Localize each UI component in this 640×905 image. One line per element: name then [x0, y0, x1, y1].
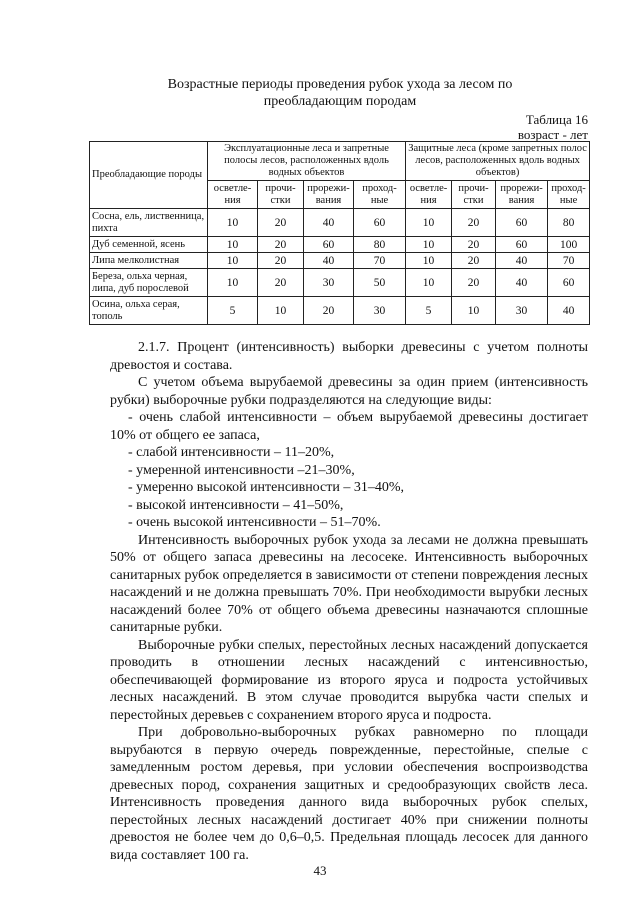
age-periods-table [89, 141, 590, 325]
species-cell: Береза, ольха черная, липа, дуб порослевой [90, 269, 208, 297]
list-item-high: - высокой интенсивности – 41–50%, [128, 497, 344, 513]
paragraph-voluntary-selective: При добровольно-выборочных рубках равномерно по площади вырубаются в первую очередь поврежденные, перестойные, спелые с замедленным ростом деревья, при условии обеспечения воспроизводства древесных пород, сохранения защитных и средообразующих свойств леса. Интенсивность проведения данного вида выборочных рубок спелых, перестойных лесных насаждений достигает 40% при снижении полноты древостоя не более чем до 0,6–0,5. Предельная площадь лесосек для данного вида составляет 100 га. [110, 725, 588, 863]
species-cell: Сосна, ель, лиственница, пихта [90, 209, 208, 237]
value-cell: 60 [304, 237, 354, 253]
value-cell: 40 [304, 253, 354, 269]
value-cell: 30 [354, 297, 406, 325]
species-header: Преобладающие породы [90, 142, 208, 209]
group1-header: Эксплуатационные леса и запретные полосы лесов, расположенных вдоль водных объектов [208, 142, 406, 181]
value-cell: 10 [406, 269, 452, 297]
value-cell: 40 [496, 269, 548, 297]
table-unit: возраст - лет [517, 127, 588, 142]
value-cell: 10 [208, 253, 258, 269]
value-cell: 60 [548, 269, 590, 297]
list-item-very-weak: - очень слабой интенсивности – объем вырубаемой древесины достигает 10% от общего ее запаса, [110, 410, 588, 443]
value-cell: 10 [406, 237, 452, 253]
table-title-line-2: преобладающим породам [263, 94, 417, 109]
subheader-g1-cleaning: прочи-стки [258, 181, 304, 209]
table-row [90, 253, 590, 269]
table-row [90, 209, 590, 237]
value-cell: 5 [208, 297, 258, 325]
value-cell: 100 [548, 237, 590, 253]
subheader-g1-passage: проход-ные [354, 181, 406, 209]
value-cell: 20 [258, 253, 304, 269]
value-cell: 20 [258, 237, 304, 253]
value-cell: 20 [452, 237, 496, 253]
value-cell: 80 [354, 237, 406, 253]
group2-header: Защитные леса (кроме запретных полос лесов, расположенных вдоль водных объектов) [406, 142, 590, 181]
value-cell: 20 [452, 209, 496, 237]
table-row [90, 269, 590, 297]
value-cell: 60 [354, 209, 406, 237]
value-cell: 10 [406, 209, 452, 237]
table-row [90, 297, 590, 325]
value-cell: 60 [496, 237, 548, 253]
value-cell: 10 [258, 297, 304, 325]
paragraph-intensity-intro: С учетом объема вырубаемой древесины за один прием (интенсивность рубки) выборочные рубки подразделяются на следующие виды: [110, 375, 588, 408]
value-cell: 40 [496, 253, 548, 269]
subheader-g1-thinning-1: осветле-ния [208, 181, 258, 209]
page-number: 43 [313, 863, 327, 878]
species-cell: Осина, ольха серая, тополь [90, 297, 208, 325]
list-item-moderately-high: - умеренно высокой интенсивности – 31–40%, [128, 480, 405, 495]
value-cell: 20 [452, 253, 496, 269]
subheader-g2-thinning-1: осветле-ния [406, 181, 452, 209]
value-cell: 50 [354, 269, 406, 297]
subheader-g2-cleaning: прочи-стки [452, 181, 496, 209]
table-title [120, 76, 560, 110]
value-cell: 10 [406, 253, 452, 269]
subheader-g1-thinning-2: прорежи-вания [304, 181, 354, 209]
value-cell: 30 [496, 297, 548, 325]
species-cell: Дуб семенной, ясень [90, 237, 208, 253]
value-cell: 10 [208, 209, 258, 237]
species-cell: Липа мелколистная [90, 253, 208, 269]
value-cell: 80 [548, 209, 590, 237]
table-number: Таблица 16 [525, 112, 588, 127]
list-item-moderate: - умеренной интенсивности –21–30%, [128, 462, 355, 478]
value-cell: 5 [406, 297, 452, 325]
list-item-weak: - слабой интенсивности – 11–20%, [128, 445, 335, 460]
table-title-line-1: Возрастные периоды проведения рубок ухода за лесом по [167, 77, 513, 92]
value-cell: 60 [496, 209, 548, 237]
list-item-very-high: - очень высокой интенсивности – 51–70%. [128, 515, 381, 530]
table-row [90, 237, 590, 253]
subheader-g2-passage: проход-ные [548, 181, 590, 209]
value-cell: 20 [258, 269, 304, 297]
paragraph-limits: Интенсивность выборочных рубок ухода за лесами не должна превышать 50% от общего запаса древесины на лесосеке. Интенсивность выборочных санитарных рубок определяется в зависимости от степени повреждения лесных насаждений и не должна превышать 70%. При необходимости вырубки лесных насаждений более 70% от общего объема древесины назначаются сплошные санитарные рубки. [110, 532, 588, 635]
value-cell: 40 [548, 297, 590, 325]
value-cell: 10 [208, 269, 258, 297]
value-cell: 30 [304, 269, 354, 297]
value-cell: 10 [208, 237, 258, 253]
value-cell: 40 [304, 209, 354, 237]
value-cell: 20 [304, 297, 354, 325]
paragraph-mature-stands: Выборочные рубки спелых, перестойных лесных насаждений допускается проводить в отношении лесных насаждений с интенсивностью, обеспечивающей формирование из второго яруса и подроста устойчивых лесных насаждений. В этом случае проводится вырубка части спелых и перестойных деревьев с сохранением второго яруса и подроста. [110, 637, 588, 723]
paragraph-2-1-7: 2.1.7. Процент (интенсивность) выборки древесины с учетом полноты древостоя и состава. [110, 340, 588, 373]
value-cell: 70 [354, 253, 406, 269]
value-cell: 20 [258, 209, 304, 237]
value-cell: 70 [548, 253, 590, 269]
body-text [110, 339, 588, 864]
value-cell: 10 [452, 297, 496, 325]
subheader-g2-thinning-2: прорежи-вания [496, 181, 548, 209]
value-cell: 20 [452, 269, 496, 297]
